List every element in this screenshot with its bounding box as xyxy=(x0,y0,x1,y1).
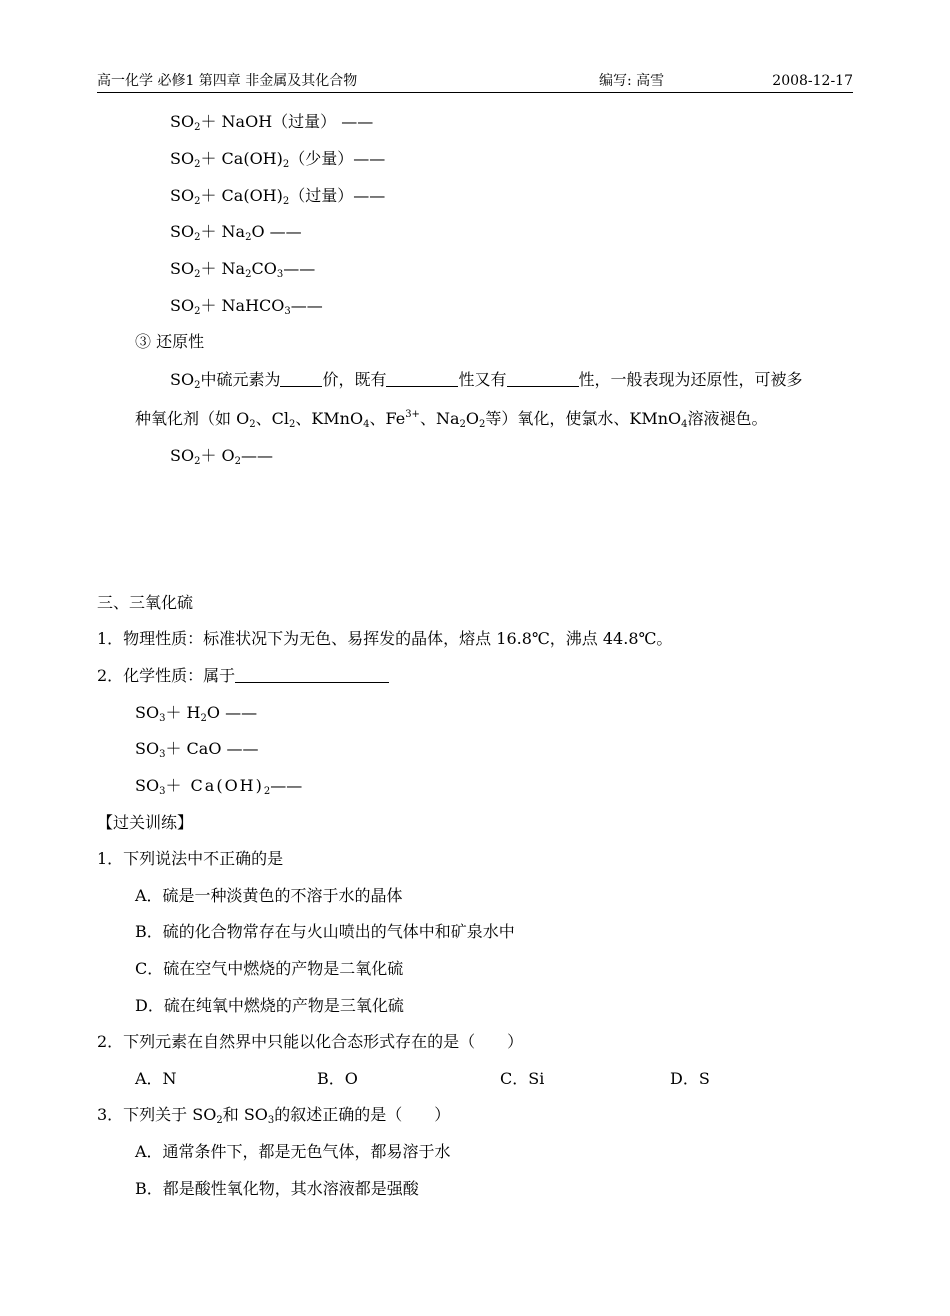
question-2-stem: 2．下列元素在自然界中只能以化合态形式存在的是（ ） xyxy=(97,1032,524,1051)
reducing-paragraph-line2: 种氧化剂（如 $O_2$、$Cl_2$、KMnO$_4$、$Fe^{3+}$、$Na_2O_2$等）氧化，使氯水、KMnO$_4$溶液褪色。 xyxy=(135,409,768,430)
equation-so2-caoh2-excess: $SO_2+ Ca(OH)_2$（过量）—— xyxy=(170,186,386,207)
equation-so2-na2co3: $SO_2+$ $Na_2CO_3——$ xyxy=(170,259,316,280)
question-2-option-c[interactable]: C．Si xyxy=(500,1069,545,1088)
question-2-option-d[interactable]: D．S xyxy=(670,1069,710,1088)
reducing-heading: ③ 还原性 xyxy=(135,332,205,351)
equation-so3-cao: $SO_3+$ CaO —— xyxy=(135,739,259,760)
question-1-option-c[interactable]: C．硫在空气中燃烧的产物是二氧化硫 xyxy=(135,959,404,978)
blank-property-2[interactable] xyxy=(507,370,579,387)
equation-so3-caoh2: $SO_3+$ $Ca(OH)_2——$ xyxy=(135,776,303,797)
question-3-option-a[interactable]: A．通常条件下，都是无色气体，都易溶于水 xyxy=(135,1142,451,1161)
blank-valence[interactable] xyxy=(280,370,322,387)
header-date: 2008-12-17 xyxy=(772,73,853,89)
question-2-option-b[interactable]: B．O xyxy=(317,1069,358,1088)
equation-so2-o2: $SO_2+$ $O_2——$ xyxy=(170,446,274,467)
header-author: 编写: 高雪 xyxy=(599,73,665,89)
equation-so2-naoh: $SO_2+$ NaOH（过量） —— xyxy=(170,112,374,133)
blank-property-1[interactable] xyxy=(386,370,458,387)
page-header xyxy=(97,72,853,93)
blank-oxide-type[interactable] xyxy=(235,666,389,683)
question-3-option-b[interactable]: B．都是酸性氧化物，其水溶液都是强酸 xyxy=(135,1179,419,1198)
equation-so3-h2o: $SO_3+ H_2O$ —— xyxy=(135,703,258,724)
so3-physical-properties: 1．物理性质：标准状况下为无色、易挥发的晶体，熔点 16.8℃，沸点 44.8℃。 xyxy=(97,629,673,648)
header-title: 高一化学 必修1 第四章 非金属及其化合物 xyxy=(97,73,358,89)
question-1-stem: 1．下列说法中不正确的是 xyxy=(97,849,284,868)
question-2-option-a[interactable]: A．N xyxy=(135,1069,177,1088)
question-1-option-b[interactable]: B．硫的化合物常存在与火山喷出的气体中和矿泉水中 xyxy=(135,922,515,941)
equation-so2-nahco3: $SO_2+$ NaHCO$_3$—— xyxy=(170,296,323,317)
so3-chemical-properties: 2．化学性质：属于 xyxy=(97,665,389,687)
equation-so2-caoh2-little: $SO_2+ Ca(OH)_2$（少量）—— xyxy=(170,149,386,170)
section-heading-so3: 三、三氧化硫 xyxy=(97,593,194,612)
question-1-option-a[interactable]: A．硫是一种淡黄色的不溶于水的晶体 xyxy=(135,886,403,905)
equation-so2-na2o: $SO_2+ Na_2O$ —— xyxy=(170,222,302,243)
question-3-stem: 3．下列关于 $SO_2$和 $SO_3$的叙述正确的是（ ） xyxy=(97,1105,451,1126)
question-1-option-d[interactable]: D．硫在纯氧中燃烧的产物是三氧化硫 xyxy=(135,996,404,1015)
reducing-paragraph-line1: $SO_2$中硫元素为 价，既有 性又有 性，一般表现为还原性，可被多 xyxy=(170,370,803,391)
training-heading: 【过关训练】 xyxy=(97,813,194,832)
